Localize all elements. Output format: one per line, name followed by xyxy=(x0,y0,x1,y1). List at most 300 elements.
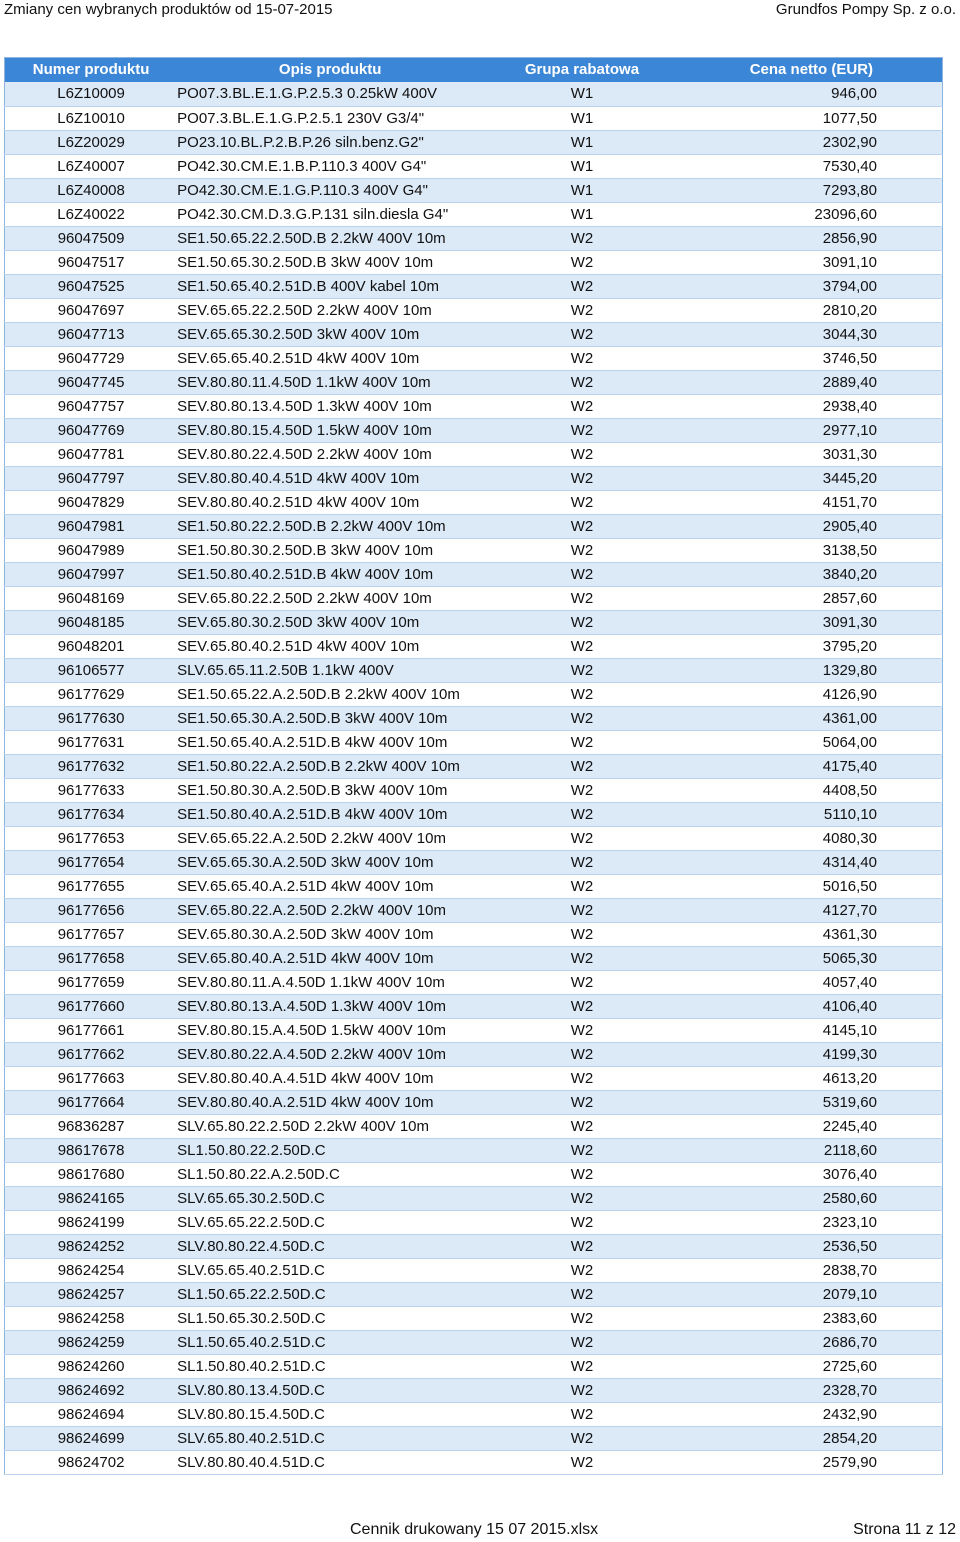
product-description-cell: SE1.50.65.30.2.50D.B 3kW 400V 10m xyxy=(177,250,483,274)
table-row xyxy=(5,1066,943,1090)
product-description-cell: SEV.65.80.40.A.2.51D 4kW 400V 10m xyxy=(177,946,483,970)
table-row xyxy=(5,1402,943,1426)
discount-group-cell: W2 xyxy=(483,802,681,826)
net-price-cell: 5319,60 xyxy=(681,1090,943,1114)
product-description-cell: SEV.80.80.11.A.4.50D 1.1kW 400V 10m xyxy=(177,970,483,994)
product-description-cell: SEV.80.80.13.A.4.50D 1.3kW 400V 10m xyxy=(177,994,483,1018)
product-number-cell: 96047745 xyxy=(5,370,178,394)
net-price-cell: 1077,50 xyxy=(681,106,943,130)
net-price-cell: 4145,10 xyxy=(681,1018,943,1042)
net-price-cell: 4127,70 xyxy=(681,898,943,922)
product-description-cell: SEV.80.80.40.A.2.51D 4kW 400V 10m xyxy=(177,1090,483,1114)
product-description-cell: SEV.65.65.22.2.50D 2.2kW 400V 10m xyxy=(177,298,483,322)
net-price-cell: 4080,30 xyxy=(681,826,943,850)
table-row xyxy=(5,730,943,754)
discount-group-cell: W2 xyxy=(483,634,681,658)
net-price-cell: 2905,40 xyxy=(681,514,943,538)
product-number-cell: 96177662 xyxy=(5,1042,178,1066)
discount-group-cell: W2 xyxy=(483,1186,681,1210)
discount-group-cell: W2 xyxy=(483,442,681,466)
table-row xyxy=(5,1018,943,1042)
table-row xyxy=(5,346,943,370)
net-price-cell: 2432,90 xyxy=(681,1402,943,1426)
discount-group-cell: W2 xyxy=(483,610,681,634)
product-number-cell: 98624254 xyxy=(5,1258,178,1282)
product-number-cell: 98624258 xyxy=(5,1306,178,1330)
product-number-cell: L6Z40007 xyxy=(5,154,178,178)
table-row xyxy=(5,1450,943,1474)
product-description-cell: SL1.50.80.40.2.51D.C xyxy=(177,1354,483,1378)
product-description-cell: SEV.80.80.22.A.4.50D 2.2kW 400V 10m xyxy=(177,1042,483,1066)
product-description-cell: SE1.50.80.22.A.2.50D.B 2.2kW 400V 10m xyxy=(177,754,483,778)
product-description-cell: SLV.80.80.22.4.50D.C xyxy=(177,1234,483,1258)
product-number-cell: 96177655 xyxy=(5,874,178,898)
discount-group-cell: W1 xyxy=(483,130,681,154)
product-description-cell: SEV.65.65.40.A.2.51D 4kW 400V 10m xyxy=(177,874,483,898)
table-row xyxy=(5,706,943,730)
product-description-cell: PO07.3.BL.E.1.G.P.2.5.3 0.25kW 400V xyxy=(177,82,483,106)
discount-group-cell: W2 xyxy=(483,1354,681,1378)
product-number-cell: 96047517 xyxy=(5,250,178,274)
discount-group-cell: W1 xyxy=(483,154,681,178)
product-description-cell: SE1.50.65.22.2.50D.B 2.2kW 400V 10m xyxy=(177,226,483,250)
product-number-cell: 96048169 xyxy=(5,586,178,610)
discount-group-cell: W2 xyxy=(483,1426,681,1450)
product-description-cell: PO42.30.CM.E.1.B.P.110.3 400V G4" xyxy=(177,154,483,178)
table-body xyxy=(5,82,943,1474)
net-price-cell: 4106,40 xyxy=(681,994,943,1018)
product-number-cell: 96836287 xyxy=(5,1114,178,1138)
product-description-cell: SLV.80.80.15.4.50D.C xyxy=(177,1402,483,1426)
discount-group-cell: W2 xyxy=(483,1066,681,1090)
discount-group-cell: W2 xyxy=(483,1018,681,1042)
table-row xyxy=(5,106,943,130)
table-row xyxy=(5,1090,943,1114)
product-number-cell: 98617680 xyxy=(5,1162,178,1186)
discount-group-cell: W2 xyxy=(483,250,681,274)
table-row xyxy=(5,826,943,850)
net-price-cell: 4613,20 xyxy=(681,1066,943,1090)
net-price-cell: 2838,70 xyxy=(681,1258,943,1282)
net-price-cell: 2856,90 xyxy=(681,226,943,250)
product-number-cell: 96047525 xyxy=(5,274,178,298)
product-description-cell: SEV.80.80.13.4.50D 1.3kW 400V 10m xyxy=(177,394,483,418)
product-description-cell: SL1.50.80.22.2.50D.C xyxy=(177,1138,483,1162)
table-row xyxy=(5,154,943,178)
net-price-cell: 4151,70 xyxy=(681,490,943,514)
table-row xyxy=(5,1330,943,1354)
table-row xyxy=(5,1042,943,1066)
product-number-cell: L6Z40022 xyxy=(5,202,178,226)
product-description-cell: SE1.50.65.40.2.51D.B 400V kabel 10m xyxy=(177,274,483,298)
net-price-cell: 4057,40 xyxy=(681,970,943,994)
discount-group-cell: W2 xyxy=(483,1258,681,1282)
net-price-cell: 4361,00 xyxy=(681,706,943,730)
net-price-cell: 5110,10 xyxy=(681,802,943,826)
discount-group-cell: W2 xyxy=(483,490,681,514)
product-description-cell: SLV.65.65.11.2.50B 1.1kW 400V xyxy=(177,658,483,682)
discount-group-cell: W2 xyxy=(483,658,681,682)
discount-group-cell: W2 xyxy=(483,1210,681,1234)
table-row xyxy=(5,1426,943,1450)
discount-group-cell: W2 xyxy=(483,226,681,250)
table-row xyxy=(5,250,943,274)
table-row xyxy=(5,682,943,706)
product-description-cell: SLV.80.80.40.4.51D.C xyxy=(177,1450,483,1474)
product-number-cell: 96177657 xyxy=(5,922,178,946)
discount-group-cell: W2 xyxy=(483,826,681,850)
table-row xyxy=(5,898,943,922)
table-row xyxy=(5,850,943,874)
net-price-cell: 3794,00 xyxy=(681,274,943,298)
net-price-cell: 2686,70 xyxy=(681,1330,943,1354)
net-price-cell: 4175,40 xyxy=(681,754,943,778)
product-number-cell: 96048185 xyxy=(5,610,178,634)
table-row xyxy=(5,130,943,154)
discount-group-cell: W2 xyxy=(483,706,681,730)
net-price-cell: 3746,50 xyxy=(681,346,943,370)
net-price-cell: 2579,90 xyxy=(681,1450,943,1474)
net-price-cell: 4126,90 xyxy=(681,682,943,706)
col-net-price: Cena netto (EUR) xyxy=(749,61,874,78)
product-description-cell: SE1.50.80.40.2.51D.B 4kW 400V 10m xyxy=(177,562,483,586)
net-price-cell: 2323,10 xyxy=(681,1210,943,1234)
product-description-cell: SLV.65.65.22.2.50D.C xyxy=(177,1210,483,1234)
net-price-cell: 2079,10 xyxy=(681,1282,943,1306)
net-price-cell: 3091,10 xyxy=(681,250,943,274)
product-number-cell: 96177654 xyxy=(5,850,178,874)
net-price-cell: 2302,90 xyxy=(681,130,943,154)
discount-group-cell: W2 xyxy=(483,1090,681,1114)
discount-group-cell: W1 xyxy=(483,202,681,226)
net-price-cell: 2118,60 xyxy=(681,1138,943,1162)
discount-group-cell: W2 xyxy=(483,538,681,562)
discount-group-cell: W1 xyxy=(483,106,681,130)
table-row xyxy=(5,1378,943,1402)
product-description-cell: SEV.65.80.22.2.50D 2.2kW 400V 10m xyxy=(177,586,483,610)
product-description-cell: SE1.50.80.30.A.2.50D.B 3kW 400V 10m xyxy=(177,778,483,802)
product-number-cell: 96047781 xyxy=(5,442,178,466)
product-description-cell: SLV.65.80.22.2.50D 2.2kW 400V 10m xyxy=(177,1114,483,1138)
table-row xyxy=(5,442,943,466)
net-price-cell: 3044,30 xyxy=(681,322,943,346)
product-description-cell: SEV.80.80.40.A.4.51D 4kW 400V 10m xyxy=(177,1066,483,1090)
document-title: Zmiany cen wybranych produktów od 15-07-2015 xyxy=(4,1,333,18)
discount-group-cell: W2 xyxy=(483,322,681,346)
discount-group-cell: W2 xyxy=(483,274,681,298)
table-row xyxy=(5,370,943,394)
product-number-cell: 98624702 xyxy=(5,1450,178,1474)
product-number-cell: 96177629 xyxy=(5,682,178,706)
product-description-cell: SL1.50.65.22.2.50D.C xyxy=(177,1282,483,1306)
company-name: Grundfos Pompy Sp. z o.o. xyxy=(775,1,956,18)
net-price-cell: 946,00 xyxy=(681,82,943,106)
table-row xyxy=(5,946,943,970)
discount-group-cell: W2 xyxy=(483,514,681,538)
net-price-cell: 4314,40 xyxy=(681,850,943,874)
product-number-cell: 96177653 xyxy=(5,826,178,850)
discount-group-cell: W2 xyxy=(483,754,681,778)
product-description-cell: SEV.65.80.40.2.51D 4kW 400V 10m xyxy=(177,634,483,658)
product-number-cell: 98624257 xyxy=(5,1282,178,1306)
product-number-cell: 96047829 xyxy=(5,490,178,514)
table-row xyxy=(5,970,943,994)
product-number-cell: 98624259 xyxy=(5,1330,178,1354)
discount-group-cell: W2 xyxy=(483,682,681,706)
net-price-cell: 2245,40 xyxy=(681,1114,943,1138)
product-description-cell: SE1.50.80.30.2.50D.B 3kW 400V 10m xyxy=(177,538,483,562)
discount-group-cell: W1 xyxy=(483,178,681,202)
net-price-cell: 2889,40 xyxy=(681,370,943,394)
discount-group-cell: W2 xyxy=(483,1402,681,1426)
product-number-cell: 96047509 xyxy=(5,226,178,250)
discount-group-cell: W2 xyxy=(483,466,681,490)
net-price-cell: 2938,40 xyxy=(681,394,943,418)
product-description-cell: SLV.80.80.13.4.50D.C xyxy=(177,1378,483,1402)
table-row xyxy=(5,658,943,682)
product-description-cell: SLV.65.65.40.2.51D.C xyxy=(177,1258,483,1282)
product-description-cell: SL1.50.65.40.2.51D.C xyxy=(177,1330,483,1354)
product-number-cell: 96177659 xyxy=(5,970,178,994)
discount-group-cell: W2 xyxy=(483,1450,681,1474)
discount-group-cell: W2 xyxy=(483,970,681,994)
product-description-cell: SLV.65.80.40.2.51D.C xyxy=(177,1426,483,1450)
discount-group-cell: W2 xyxy=(483,874,681,898)
table-row xyxy=(5,322,943,346)
product-number-cell: 98624692 xyxy=(5,1378,178,1402)
product-description-cell: SEV.80.80.40.2.51D 4kW 400V 10m xyxy=(177,490,483,514)
table-row xyxy=(5,202,943,226)
product-description-cell: SE1.50.80.40.A.2.51D.B 4kW 400V 10m xyxy=(177,802,483,826)
product-number-cell: 96177632 xyxy=(5,754,178,778)
net-price-cell: 3795,20 xyxy=(681,634,943,658)
discount-group-cell: W2 xyxy=(483,778,681,802)
table-row xyxy=(5,1138,943,1162)
product-number-cell: 96177664 xyxy=(5,1090,178,1114)
table-row xyxy=(5,754,943,778)
net-price-cell: 3031,30 xyxy=(681,442,943,466)
table-row xyxy=(5,1306,943,1330)
table-row xyxy=(5,1234,943,1258)
discount-group-cell: W2 xyxy=(483,850,681,874)
table-row xyxy=(5,82,943,106)
product-description-cell: SEV.80.80.22.4.50D 2.2kW 400V 10m xyxy=(177,442,483,466)
product-number-cell: L6Z10010 xyxy=(5,106,178,130)
net-price-cell: 3091,30 xyxy=(681,610,943,634)
header-row xyxy=(5,58,943,83)
product-number-cell: L6Z10009 xyxy=(5,82,178,106)
product-number-cell: 96177633 xyxy=(5,778,178,802)
product-number-cell: 96047797 xyxy=(5,466,178,490)
product-number-cell: L6Z40008 xyxy=(5,178,178,202)
product-number-cell: 96106577 xyxy=(5,658,178,682)
product-number-cell: L6Z20029 xyxy=(5,130,178,154)
product-description-cell: SEV.80.80.40.4.51D 4kW 400V 10m xyxy=(177,466,483,490)
net-price-cell: 2580,60 xyxy=(681,1186,943,1210)
net-price-cell: 23096,60 xyxy=(681,202,943,226)
net-price-cell: 4361,30 xyxy=(681,922,943,946)
product-number-cell: 96177630 xyxy=(5,706,178,730)
table-row xyxy=(5,394,943,418)
discount-group-cell: W2 xyxy=(483,394,681,418)
net-price-cell: 5064,00 xyxy=(681,730,943,754)
product-number-cell: 96177658 xyxy=(5,946,178,970)
net-price-cell: 4408,50 xyxy=(681,778,943,802)
net-price-cell: 1329,80 xyxy=(681,658,943,682)
product-description-cell: SEV.65.65.40.2.51D 4kW 400V 10m xyxy=(177,346,483,370)
table-row xyxy=(5,1210,943,1234)
product-number-cell: 96047757 xyxy=(5,394,178,418)
discount-group-cell: W2 xyxy=(483,730,681,754)
discount-group-cell: W2 xyxy=(483,1114,681,1138)
net-price-cell: 3138,50 xyxy=(681,538,943,562)
product-number-cell: 98624260 xyxy=(5,1354,178,1378)
product-number-cell: 96177663 xyxy=(5,1066,178,1090)
table-row xyxy=(5,1162,943,1186)
net-price-cell: 3445,20 xyxy=(681,466,943,490)
product-description-cell: SEV.65.80.22.A.2.50D 2.2kW 400V 10m xyxy=(177,898,483,922)
net-price-cell: 2810,20 xyxy=(681,298,943,322)
product-description-cell: PO23.10.BL.P.2.B.P.26 siln.benz.G2" xyxy=(177,130,483,154)
product-number-cell: 98624699 xyxy=(5,1426,178,1450)
table-row xyxy=(5,226,943,250)
product-description-cell: SE1.50.65.30.A.2.50D.B 3kW 400V 10m xyxy=(177,706,483,730)
product-description-cell: SEV.65.65.30.A.2.50D 3kW 400V 10m xyxy=(177,850,483,874)
product-number-cell: 96047989 xyxy=(5,538,178,562)
table-row xyxy=(5,514,943,538)
net-price-cell: 2536,50 xyxy=(681,1234,943,1258)
table-row xyxy=(5,802,943,826)
discount-group-cell: W2 xyxy=(483,1330,681,1354)
table-row xyxy=(5,1186,943,1210)
product-description-cell: SE1.50.80.22.2.50D.B 2.2kW 400V 10m xyxy=(177,514,483,538)
table-row xyxy=(5,1282,943,1306)
table-row xyxy=(5,538,943,562)
table-row xyxy=(5,1258,943,1282)
footer-page-number: Strona 11 z 12 xyxy=(853,1521,956,1538)
net-price-cell: 4199,30 xyxy=(681,1042,943,1066)
product-description-cell: SE1.50.65.40.A.2.51D.B 4kW 400V 10m xyxy=(177,730,483,754)
discount-group-cell: W2 xyxy=(483,1282,681,1306)
product-number-cell: 96177634 xyxy=(5,802,178,826)
product-number-cell: 98617678 xyxy=(5,1138,178,1162)
table-row xyxy=(5,586,943,610)
product-description-cell: SEV.80.80.15.4.50D 1.5kW 400V 10m xyxy=(177,418,483,442)
product-description-cell: SL1.50.65.30.2.50D.C xyxy=(177,1306,483,1330)
product-number-cell: 96048201 xyxy=(5,634,178,658)
net-price-cell: 2725,60 xyxy=(681,1354,943,1378)
net-price-cell: 7293,80 xyxy=(681,178,943,202)
product-number-cell: 96177656 xyxy=(5,898,178,922)
discount-group-cell: W2 xyxy=(483,586,681,610)
product-description-cell: SEV.80.80.11.4.50D 1.1kW 400V 10m xyxy=(177,370,483,394)
discount-group-cell: W2 xyxy=(483,346,681,370)
table-row xyxy=(5,634,943,658)
net-price-cell: 3840,20 xyxy=(681,562,943,586)
table-row xyxy=(5,178,943,202)
product-number-cell: 96047713 xyxy=(5,322,178,346)
discount-group-cell: W2 xyxy=(483,1306,681,1330)
net-price-cell: 2857,60 xyxy=(681,586,943,610)
net-price-cell: 5016,50 xyxy=(681,874,943,898)
table-header xyxy=(5,58,943,83)
product-number-cell: 98624252 xyxy=(5,1234,178,1258)
table-row xyxy=(5,418,943,442)
discount-group-cell: W2 xyxy=(483,1234,681,1258)
discount-group-cell: W2 xyxy=(483,922,681,946)
product-description-cell: PO42.30.CM.E.1.G.P.110.3 400V G4" xyxy=(177,178,483,202)
product-number-cell: 98624165 xyxy=(5,1186,178,1210)
net-price-cell: 2383,60 xyxy=(681,1306,943,1330)
product-number-cell: 96177631 xyxy=(5,730,178,754)
product-number-cell: 96047769 xyxy=(5,418,178,442)
table-row xyxy=(5,1114,943,1138)
product-description-cell: PO42.30.CM.D.3.G.P.131 siln.diesla G4" xyxy=(177,202,483,226)
table-row xyxy=(5,922,943,946)
product-number-cell: 96047729 xyxy=(5,346,178,370)
product-number-cell: 96177660 xyxy=(5,994,178,1018)
net-price-cell: 7530,40 xyxy=(681,154,943,178)
table-row xyxy=(5,778,943,802)
discount-group-cell: W2 xyxy=(483,298,681,322)
discount-group-cell: W2 xyxy=(483,1162,681,1186)
discount-group-cell: W2 xyxy=(483,946,681,970)
discount-group-cell: W2 xyxy=(483,898,681,922)
table-row xyxy=(5,610,943,634)
net-price-cell: 5065,30 xyxy=(681,946,943,970)
col-discount-group: Grupa rabatowa xyxy=(524,61,640,78)
discount-group-cell: W2 xyxy=(483,562,681,586)
discount-group-cell: W2 xyxy=(483,418,681,442)
footer-filename: Cennik drukowany 15 07 2015.xlsx xyxy=(350,1521,599,1538)
col-product-number: Numer produktu xyxy=(32,61,150,78)
discount-group-cell: W2 xyxy=(483,994,681,1018)
table-row xyxy=(5,562,943,586)
product-description-cell: SL1.50.80.22.A.2.50D.C xyxy=(177,1162,483,1186)
product-description-cell: SE1.50.65.22.A.2.50D.B 2.2kW 400V 10m xyxy=(177,682,483,706)
product-description-cell: SLV.65.65.30.2.50D.C xyxy=(177,1186,483,1210)
table-row xyxy=(5,1354,943,1378)
product-description-cell: PO07.3.BL.E.1.G.P.2.5.1 230V G3/4" xyxy=(177,106,483,130)
table-row xyxy=(5,994,943,1018)
product-description-cell: SEV.80.80.15.A.4.50D 1.5kW 400V 10m xyxy=(177,1018,483,1042)
table-row xyxy=(5,298,943,322)
table-row xyxy=(5,466,943,490)
discount-group-cell: W1 xyxy=(483,82,681,106)
product-description-cell: SEV.65.65.30.2.50D 3kW 400V 10m xyxy=(177,322,483,346)
net-price-cell: 2854,20 xyxy=(681,1426,943,1450)
discount-group-cell: W2 xyxy=(483,1138,681,1162)
table-row xyxy=(5,274,943,298)
product-number-cell: 96047697 xyxy=(5,298,178,322)
net-price-cell: 2977,10 xyxy=(681,418,943,442)
table-row xyxy=(5,874,943,898)
discount-group-cell: W2 xyxy=(483,1042,681,1066)
product-number-cell: 96177661 xyxy=(5,1018,178,1042)
col-product-description: Opis produktu xyxy=(278,61,382,78)
discount-group-cell: W2 xyxy=(483,370,681,394)
table-row xyxy=(5,490,943,514)
product-description-cell: SEV.65.80.30.2.50D 3kW 400V 10m xyxy=(177,610,483,634)
product-number-cell: 96047981 xyxy=(5,514,178,538)
net-price-cell: 3076,40 xyxy=(681,1162,943,1186)
product-number-cell: 96047997 xyxy=(5,562,178,586)
net-price-cell: 2328,70 xyxy=(681,1378,943,1402)
discount-group-cell: W2 xyxy=(483,1378,681,1402)
product-description-cell: SEV.65.65.22.A.2.50D 2.2kW 400V 10m xyxy=(177,826,483,850)
price-table xyxy=(4,57,943,1475)
product-number-cell: 98624694 xyxy=(5,1402,178,1426)
